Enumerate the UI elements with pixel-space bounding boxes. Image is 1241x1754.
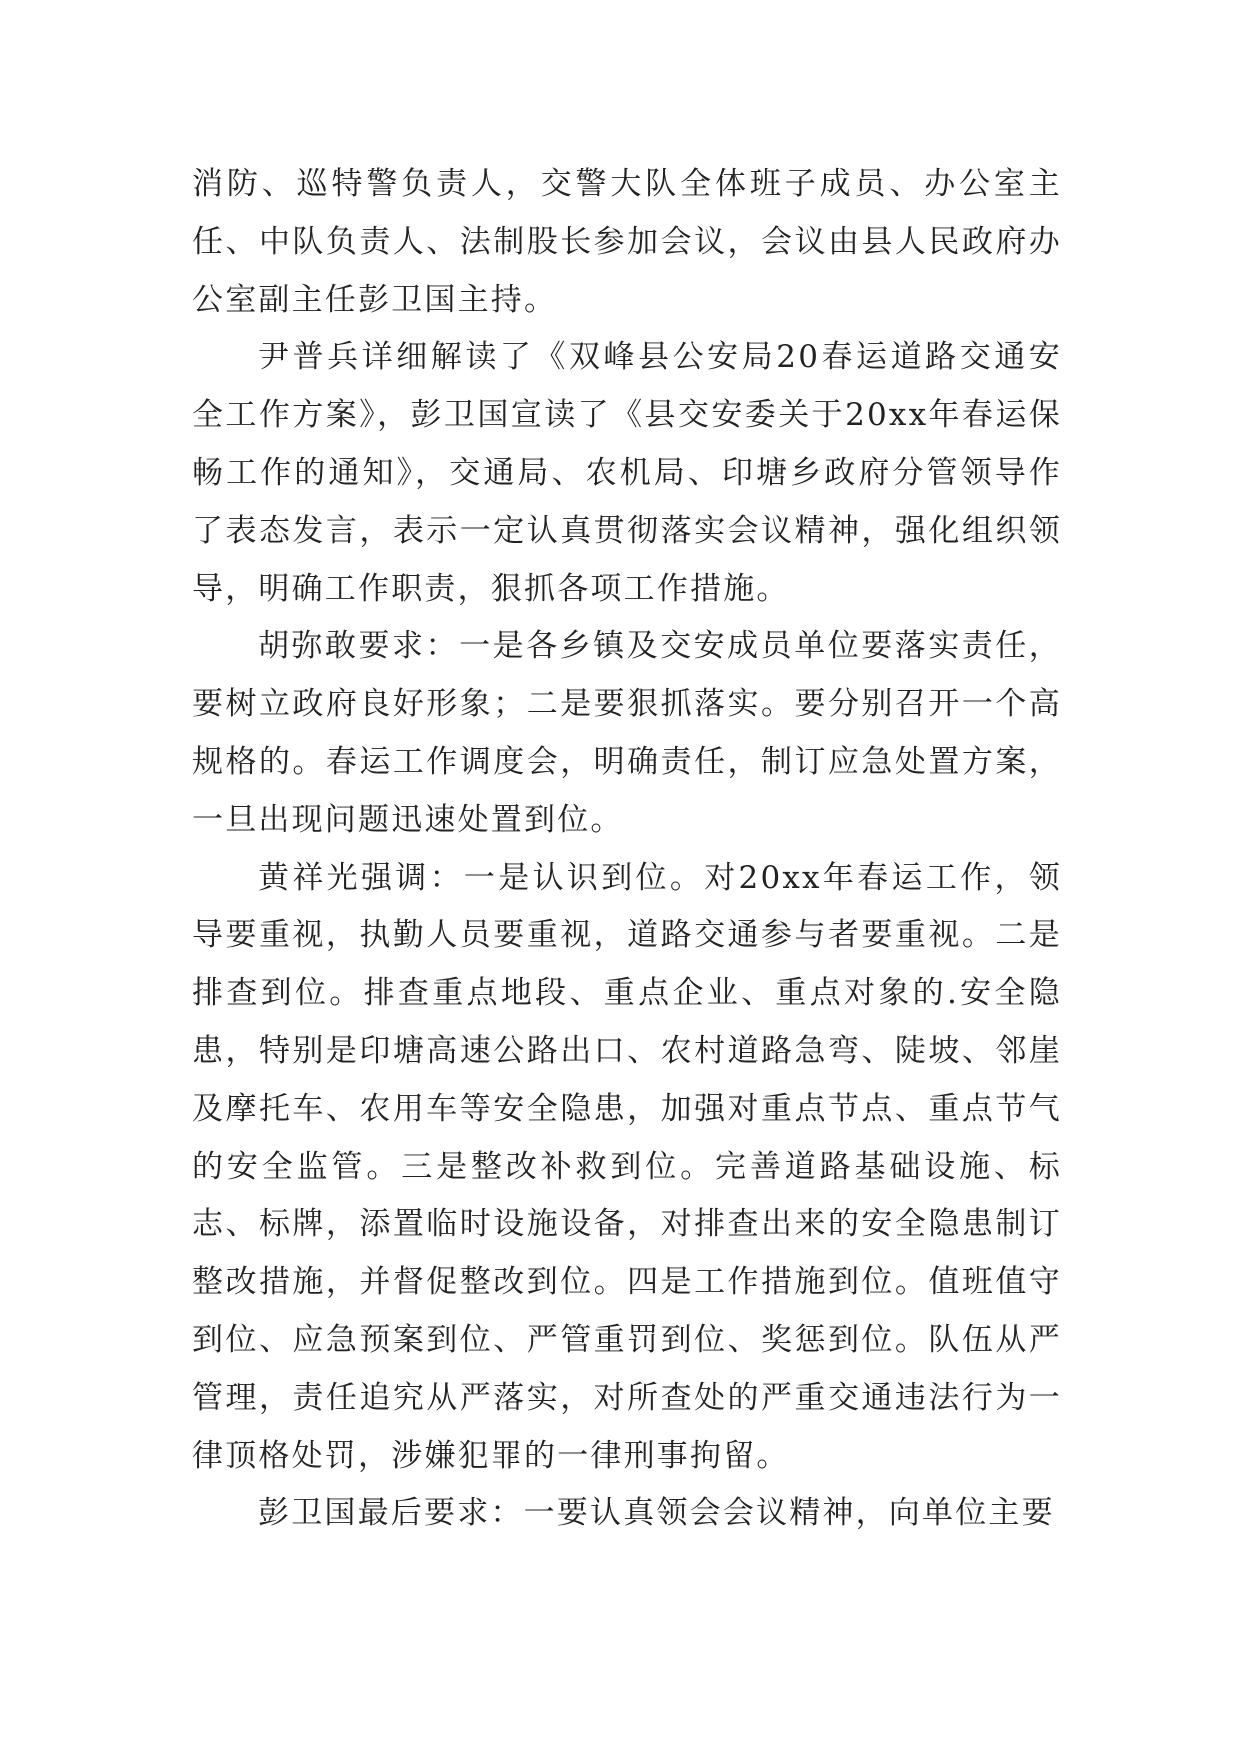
paragraph-hu-migan: 胡弥敢要求：一是各乡镇及交安成员单位要落实责任，要树立政府良好形象；二是要狠抓落实。要分别召开一个高规格的。春运工作调度会，明确责任，制订应急处置方案，一旦出现问题迅速处置到位。 xyxy=(192,628,1062,838)
paragraph-attendees: 消防、巡特警负责人，交警大队全体班子成员、办公室主任、中队负责人、法制股长参加会议，会议由县人民政府办公室副主任彭卫国主持。 xyxy=(192,166,1062,318)
document-body xyxy=(192,156,1062,1543)
paragraph-peng-weiguo: 彭卫国最后要求：一要认真领会会议精神，向单位主要 xyxy=(258,1495,1055,1532)
paragraph-huang-xiangguang: 黄祥光强调：一是认识到位。对20xx年春运工作，领导要重视，执勤人员要重视，道路交通参与者要重视。二是排查到位。排查重点地段、重点企业、重点对象的.安全隐患，特别是印塘高速公路出口、农村道路急弯、陡坡、邻崖及摩托车、农用车等安全隐患，加强对重点节点、重点节气的安全监管。三是整改补救到位。完善道路基础设施、标志、标牌，添置临时设施设备，对排查出来的安全隐患制订整改措施，并督促整改到位。四是工作措施到位。值班值守到位、应急预案到位、严管重罚到位、奖惩到位。队伍从严管理，责任追究从严落实，对所查处的严重交通违法行为一律顶格处罚，涉嫌犯罪的一律刑事拘留。 xyxy=(192,859,1062,1474)
paragraph-yin-pubing: 尹普兵详细解读了《双峰县公安局20春运道路交通安全工作方案》，彭卫国宣读了《县交安委关于20xx年春运保畅工作的通知》，交通局、农机局、印塘乡政府分管领导作了表态发言，表示一定认真贯彻落实会议精神，强化组织领导，明确工作职责，狠抓各项工作措施。 xyxy=(192,339,1062,607)
